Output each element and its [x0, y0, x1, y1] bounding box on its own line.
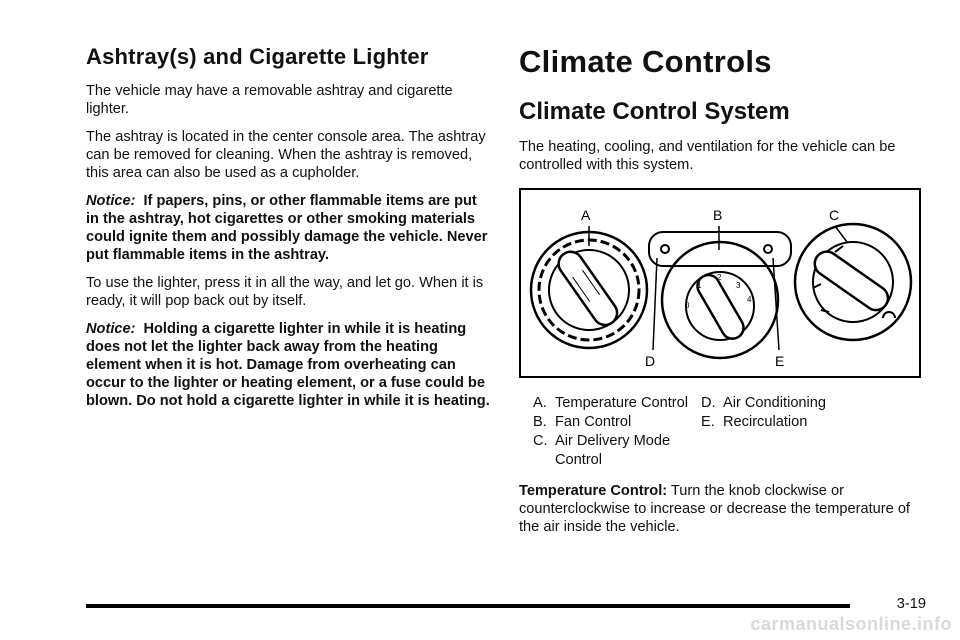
section-heading-climate: Climate Control System: [519, 98, 790, 125]
temperature-knob-handle: [554, 247, 622, 330]
legend-text: Fan Control: [555, 414, 632, 430]
legend-key: C.: [533, 433, 548, 449]
paragraph-lighter-use: To use the lighter, press it in all the way, and let go. When it is ready, it will pop back out by itself.: [86, 275, 484, 309]
legend-column-2: [701, 394, 826, 470]
fan-speed-1: 1: [697, 281, 702, 290]
fan-speed-4: 4: [747, 295, 752, 304]
fan-speed-0: 0: [685, 301, 690, 310]
fan-speed-2: 2: [717, 273, 722, 282]
legend-key: D.: [701, 395, 716, 411]
watermark: carmanualsonline.info: [750, 614, 952, 634]
paragraph-ashtray-location: The ashtray is located in the center console area. The ashtray can be removed for cleaning. When the ashtray is removed, this area can also be used as a cupholder.: [86, 129, 486, 181]
paragraph-ashtray-intro: The vehicle may have a removable ashtray and cigarette lighter.: [86, 83, 453, 117]
fan-speed-3: 3: [736, 281, 741, 290]
figure-label-d: D: [645, 353, 656, 369]
page-number: 3-19: [896, 596, 926, 612]
climate-control-figure: [519, 188, 921, 378]
legend-text: Air Conditioning: [723, 395, 827, 411]
leader-c: [835, 226, 847, 242]
figure-label-c: C: [829, 207, 840, 223]
legend-key: A.: [533, 395, 547, 411]
notice-text: If papers, pins, or other flammable items are put in the ashtray, hot cigarettes or other smoking materials could ignite them and possibly damage the vehicle. Never put flammable items in the ashtray.: [86, 193, 488, 263]
recirculation-icon: [764, 245, 772, 253]
notice-label: Notice:: [86, 321, 136, 337]
figure-label-b: B: [713, 207, 723, 223]
temperature-control-label: Temperature Control:: [519, 483, 668, 499]
ac-snowflake-icon: [661, 245, 669, 253]
chapter-title: Climate Controls: [519, 44, 772, 79]
button-panel: [649, 232, 791, 266]
defrost-mode-icon: [883, 312, 895, 318]
right-column: [519, 44, 924, 546]
legend-key: E.: [701, 414, 715, 430]
legend-item: [701, 413, 826, 432]
paragraph-climate-intro: The heating, cooling, and ventilation for the vehicle can be controlled with this system.: [519, 139, 896, 173]
climate-control-illustration: [521, 190, 919, 376]
footer-rule: [86, 604, 850, 608]
floor-mode-icon: [821, 310, 829, 312]
legend-item: [533, 394, 701, 413]
notice-label: Notice:: [86, 193, 136, 209]
leader-d: [653, 258, 657, 350]
figure-label-e: E: [775, 353, 785, 369]
notice-text: Holding a cigarette lighter in while it is heating does not let the lighter back away from the heating element when it is hot. Damage from overheating can occur to the lighter or heating element, or a fuse could be blown. Do not hold a cigarette lighter in while it is heating.: [86, 321, 490, 409]
notice-flammable: [86, 192, 491, 264]
section-heading-ashtray: Ashtray(s) and Cigarette Lighter: [86, 44, 429, 69]
paragraph-temperature-control: [519, 482, 924, 536]
notice-lighter: [86, 320, 491, 410]
figure-label-a: A: [581, 207, 591, 223]
legend-item: [533, 413, 701, 432]
temperature-control-text: Turn the knob clockwise or counterclockwise to increase or decrease the temperature of the air inside the vehicle.: [519, 483, 910, 535]
mode-knob-handle: [810, 247, 893, 315]
legend-column-1: [533, 394, 701, 470]
legend-item: [533, 432, 701, 470]
legend-text: Temperature Control: [555, 395, 689, 411]
legend-key: B.: [533, 414, 547, 430]
legend-text: Recirculation: [723, 414, 808, 430]
vent-mode-icon: [835, 246, 843, 252]
legend-text: Air Delivery Mode Control: [555, 433, 671, 468]
figure-legend: [519, 394, 924, 470]
left-column: [86, 44, 491, 420]
legend-item: [701, 394, 826, 413]
